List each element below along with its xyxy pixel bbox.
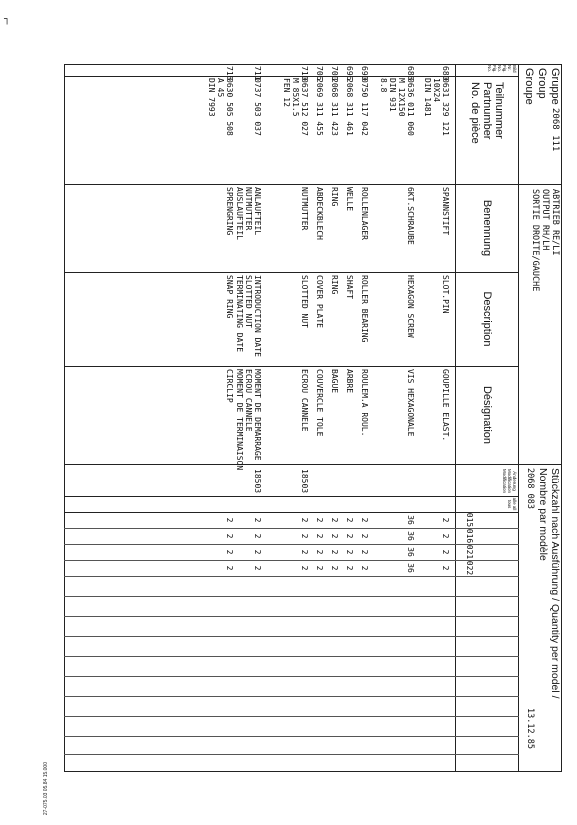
quantity-021: 36 bbox=[406, 547, 415, 557]
quantity-016: 2 bbox=[315, 533, 324, 539]
quantity-021: 2 bbox=[300, 549, 309, 555]
model-number: 2068 083 bbox=[525, 468, 535, 509]
benennung: RING bbox=[330, 187, 339, 207]
description: ROLLER BEARING bbox=[360, 275, 369, 343]
quantity-title-line-1: Stückzahl nach Ausführung / Quantity per model / bbox=[549, 468, 561, 699]
quantity-021: 2 bbox=[315, 549, 324, 555]
part-number: 2069 311 455 bbox=[315, 78, 324, 136]
fig-number: 716 bbox=[225, 66, 234, 81]
part-header-en: Partnumber bbox=[481, 82, 494, 140]
quantity-015: 2 bbox=[253, 517, 262, 523]
part-header-de: Teilnummer bbox=[493, 82, 506, 139]
designation: ARBRE bbox=[345, 369, 354, 394]
fig-header: Bild Nr. Fig. No. Fig. No. bbox=[487, 65, 517, 73]
description: RING bbox=[330, 275, 339, 295]
fig-number: 710 bbox=[300, 66, 309, 81]
quantity-016: 2 bbox=[345, 533, 354, 539]
group-number: 2068 111 bbox=[550, 108, 560, 152]
fig-number: 686 bbox=[406, 66, 415, 81]
part-number: 0636 011 060 M 12X150 DIN 931 8.8 bbox=[379, 78, 415, 136]
quantity-code-016: 016 bbox=[465, 528, 474, 544]
quantity-022: 2 bbox=[441, 565, 450, 571]
quantity-016: 2 bbox=[300, 533, 309, 539]
fig-number: 690 bbox=[360, 66, 369, 81]
modification-header: Änderung Modification Modification bbox=[502, 468, 517, 493]
part-number: 0631 329 121 10X24 DIN 1481 bbox=[423, 78, 450, 136]
quantity-021: 2 bbox=[253, 549, 262, 555]
designation: VIS HEXAGONALE bbox=[406, 369, 415, 437]
parts-list-sheet bbox=[64, 64, 562, 772]
quantity-021: 2 bbox=[360, 549, 369, 555]
fig-number: 680 bbox=[441, 66, 450, 81]
quantity-016: 36 bbox=[406, 531, 415, 541]
description: SHAFT bbox=[345, 275, 354, 300]
quantity-016: 2 bbox=[225, 533, 234, 539]
group-label: Group bbox=[536, 68, 548, 99]
quantity-code-022: 022 bbox=[465, 560, 474, 576]
benennung: ANLAUFTEIL NUTMUTTER AUSLAUFTEIL bbox=[235, 187, 262, 240]
description: SLOT.PIN bbox=[441, 275, 450, 314]
benennung: SPRENGRING bbox=[225, 187, 234, 236]
group-text-fr: SORTIE DROITE/GAUCHE bbox=[530, 189, 540, 292]
quantity-022: 2 bbox=[253, 565, 262, 571]
fig-number: 706 bbox=[315, 66, 324, 81]
quantity-015: 2 bbox=[330, 517, 339, 523]
quantity-021: 2 bbox=[225, 549, 234, 555]
part-header-fr: No. de pièce bbox=[469, 82, 482, 144]
designation: CIRCLIP bbox=[225, 369, 234, 403]
quantity-021: 2 bbox=[330, 549, 339, 555]
description-header: Description bbox=[481, 291, 494, 347]
quantity-016: 2 bbox=[330, 533, 339, 539]
quantity-022: 36 bbox=[406, 563, 415, 573]
all-header: alle all tous bbox=[507, 497, 517, 511]
benennung: SPANNSTIFT bbox=[441, 187, 450, 236]
designation: GOUPILLE ELAST. bbox=[441, 369, 450, 442]
benennung: NUTMUTTER bbox=[300, 187, 309, 231]
description: SNAP RING bbox=[225, 275, 234, 319]
designation: ECROU CANNELE bbox=[300, 369, 309, 432]
description: INTRODUCTION DATE SLOTTED NUT TERMINATING DATE bbox=[235, 275, 262, 357]
designation: COUVERCLE TOLE bbox=[315, 369, 324, 437]
corner-mark: ┐ bbox=[4, 14, 11, 25]
quantity-title bbox=[537, 468, 561, 699]
quantity-015: 2 bbox=[225, 517, 234, 523]
gruppe-label: Gruppe bbox=[549, 68, 561, 105]
quantity-021: 2 bbox=[345, 549, 354, 555]
part-number: 0750 117 042 bbox=[360, 78, 369, 136]
part-number: 2068 311 423 bbox=[330, 78, 339, 136]
benennung-header: Benennung bbox=[481, 199, 494, 257]
quantity-015: 2 bbox=[300, 517, 309, 523]
designation-header: Désignation bbox=[481, 385, 494, 445]
quantity-016: 2 bbox=[441, 533, 450, 539]
designation: MOMENT DE DEMARRAGE ECROU CANNELE MOMENT DE TERMINAISON bbox=[235, 369, 262, 471]
benennung: 6KT.SCHRAUBE bbox=[406, 187, 415, 245]
print-date: 13.12.85 bbox=[525, 708, 535, 749]
benennung: ROLLENLAGER bbox=[360, 187, 369, 240]
quantity-022: 2 bbox=[315, 565, 324, 571]
fig-number: 711 bbox=[253, 66, 262, 81]
quantity-022: 2 bbox=[225, 565, 234, 571]
group-text-de: ABTRIEB RE/LI bbox=[550, 189, 560, 256]
quantity-022: 2 bbox=[330, 565, 339, 571]
groupe-label: Groupe bbox=[523, 68, 535, 105]
description: HEXAGON SCREW bbox=[406, 275, 415, 338]
designation: BAGUE bbox=[330, 369, 339, 394]
modification: 18503 bbox=[300, 469, 309, 494]
designation: ROULEM.A ROUL. bbox=[360, 369, 369, 437]
part-number: 0630 505 508 A 45 DIN 7993 bbox=[207, 78, 234, 136]
group-header bbox=[518, 64, 562, 772]
parts-list-table bbox=[64, 64, 562, 772]
fig-number: 700 bbox=[330, 66, 339, 81]
description: COVER PLATE bbox=[315, 275, 324, 328]
quantity-016: 2 bbox=[253, 533, 262, 539]
quantity-016: 2 bbox=[360, 533, 369, 539]
fig-number: 696 bbox=[345, 66, 354, 81]
quantity-021: 2 bbox=[441, 549, 450, 555]
quantity-code-021: 021 bbox=[465, 544, 474, 560]
quantity-022: 2 bbox=[300, 565, 309, 571]
footer-code: 27-075.03 05.84 15.000 bbox=[43, 762, 49, 816]
description: SLOTTED NUT bbox=[300, 275, 309, 328]
quantity-015: 36 bbox=[406, 515, 415, 525]
quantity-022: 2 bbox=[360, 565, 369, 571]
part-number-header bbox=[456, 76, 519, 184]
part-number: 2068 311 461 bbox=[345, 78, 354, 136]
quantity-022: 2 bbox=[345, 565, 354, 571]
quantity-015: 2 bbox=[315, 517, 324, 523]
modification: 18503 bbox=[253, 469, 262, 494]
quantity-title-line-2: Nombre par modèle bbox=[537, 468, 549, 561]
part-number: 0637 512 027 M 85X1.5 FEN 12 bbox=[282, 78, 309, 136]
part-number: 0737 503 037 bbox=[253, 78, 262, 136]
quantity-015: 2 bbox=[360, 517, 369, 523]
quantity-015: 2 bbox=[441, 517, 450, 523]
benennung: ABDECKBLECH bbox=[315, 187, 324, 240]
benennung: WELLE bbox=[345, 187, 354, 212]
group-text-en: OUTPUT RH/LH bbox=[540, 189, 550, 251]
quantity-015: 2 bbox=[345, 517, 354, 523]
quantity-code-015: 015 bbox=[465, 512, 474, 528]
